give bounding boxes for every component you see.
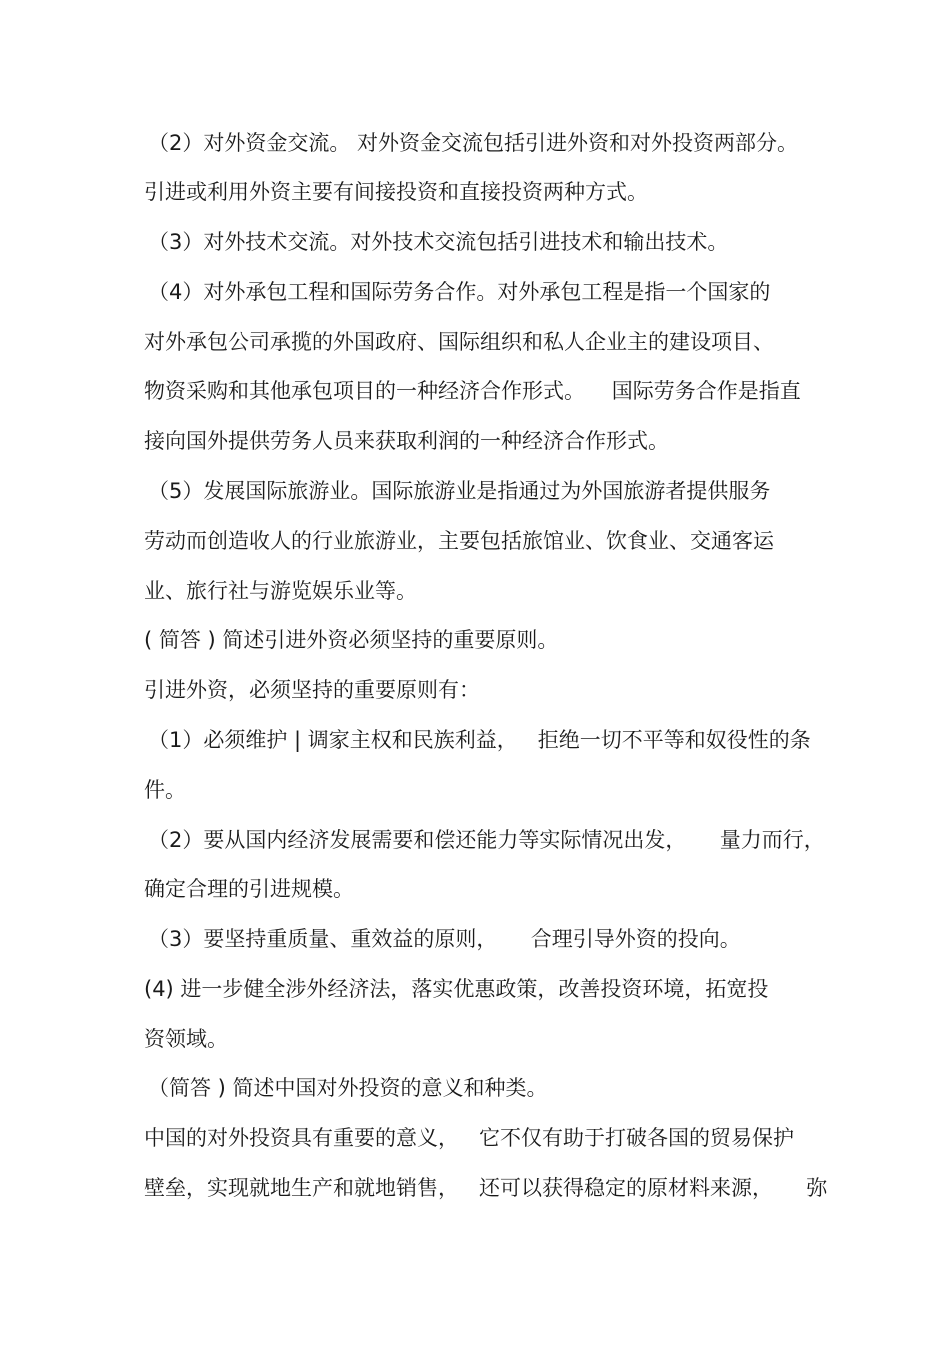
- paragraph-line: 确定合理的引进规模。: [144, 877, 354, 901]
- paragraph-line: （5）发展国际旅游业。国际旅游业是指通过为外国旅游者提供服务: [148, 479, 771, 503]
- paragraph-line: 资领域。: [144, 1027, 228, 1051]
- paragraph-line: （3）要坚持重质量、重效益的原则， 合理引导外资的投向。: [148, 927, 741, 951]
- paragraph-line: 劳动而创造收人的行业旅游业，主要包括旅馆业、饮食业、交通客运: [144, 529, 774, 553]
- paragraph-line: （2）要从国内经济发展需要和偿还能力等实际情况出发， 量力而行，: [148, 828, 825, 852]
- paragraph-line: (4) 进一步健全涉外经济法，落实优惠政策，改善投资环境，拓宽投: [144, 977, 769, 1001]
- paragraph-line: （2）对外资金交流。 对外资金交流包括引进外资和对外投资两部分。: [148, 131, 799, 155]
- question-heading: （简答 ) 简述中国对外投资的意义和种类。: [148, 1076, 548, 1100]
- paragraph-line: （4）对外承包工程和国际劳务合作。对外承包工程是指一个国家的: [148, 280, 771, 304]
- paragraph-line: 件。: [144, 778, 186, 802]
- paragraph-line: 中国的对外投资具有重要的意义， 它不仅有助于打破各国的贸易保护: [144, 1126, 795, 1150]
- paragraph-line: 壁垒，实现就地生产和就地销售， 还可以获得稳定的原材料来源， 弥: [144, 1176, 828, 1200]
- paragraph-line: （3）对外技术交流。对外技术交流包括引进技术和输出技术。: [148, 230, 729, 254]
- paragraph-line: 引进或利用外资主要有间接投资和直接投资两种方式。: [144, 180, 648, 204]
- paragraph-line: 引进外资，必须坚持的重要原则有：: [144, 678, 480, 702]
- paragraph-line: 接向国外提供劳务人员来获取利润的一种经济合作形式。: [144, 429, 669, 453]
- paragraph-line: 对外承包公司承揽的外国政府、国际组织和私人企业主的建设项目、: [144, 330, 774, 354]
- paragraph-line: 物资采购和其他承包项目的一种经济合作形式。 国际劳务合作是指直: [144, 379, 801, 403]
- question-heading: ( 简答 ) 简述引进外资必须坚持的重要原则。: [144, 628, 559, 652]
- paragraph-line: （1）必须维护 | 调家主权和民族利益， 拒绝一切不平等和奴役性的条: [148, 728, 811, 752]
- paragraph-line: 业、旅行社与游览娱乐业等。: [144, 579, 417, 603]
